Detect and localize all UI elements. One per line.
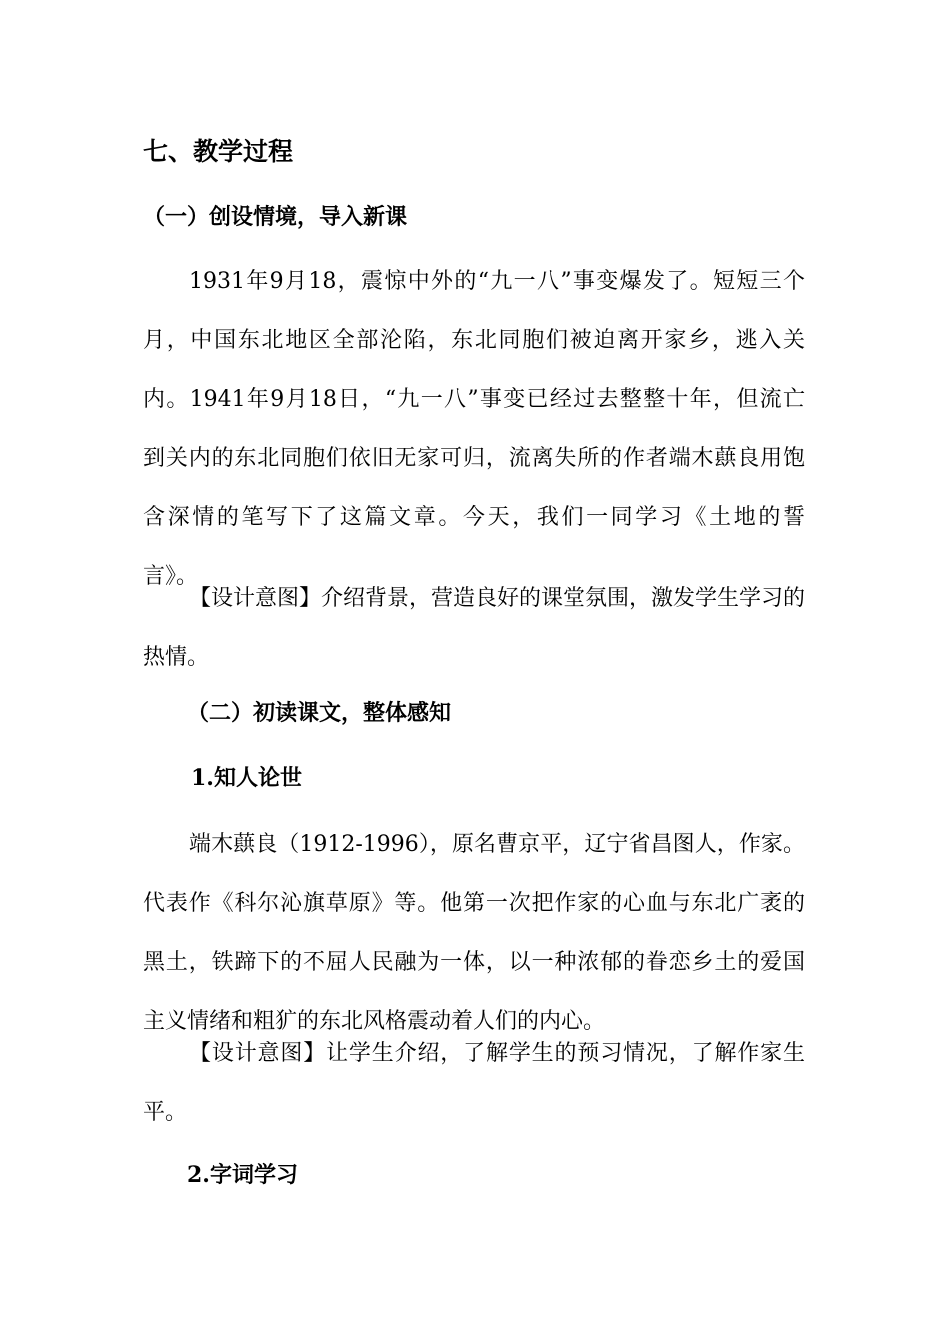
paragraph-line: 1931年9月18，震惊中外的“九一八”事变爆发了。短短三个 (189, 269, 805, 294)
paragraph-line: 月，中国东北地区全部沦陷，东北同胞们被迫离开家乡，逃入关 (143, 328, 805, 353)
paragraph-line: 主义情绪和粗犷的东北风格震动着人们的内心。 (143, 1009, 606, 1034)
paragraph-line: 到关内的东北同胞们依旧无家可归，流离失所的作者端木蕻良用饱 (143, 446, 805, 471)
paragraph-line: 平。 (143, 1100, 188, 1125)
author-bio-paragraph (143, 815, 805, 1051)
item-title-1: 1.知人论世 (191, 765, 302, 791)
subsection-title-1: （一）创设情境，导入新课 (143, 204, 408, 230)
paragraph-line: 【设计意图】让学生介绍，了解学生的预习情况，了解作家生 (189, 1041, 805, 1066)
paragraph-line: 内。1941年9月18日，“九一八”事变已经过去整整十年，但流亡 (143, 387, 805, 412)
paragraph-line: 黑土，铁蹄下的不屈人民融为一体，以一种浓郁的眷恋乡土的爱国 (143, 950, 805, 975)
paragraph-line: 含深情的笔写下了这篇文章。今天，我们一同学习《土地的誓 (143, 505, 805, 530)
item-title-2: 2.字词学习 (187, 1162, 298, 1188)
subsection-title-2: （二）初读课文，整体感知 (187, 700, 452, 726)
paragraph-line: 热情。 (143, 645, 210, 670)
paragraph-line: 端木蕻良（1912-1996），原名曹京平，辽宁省昌图人，作家。 (189, 832, 805, 857)
design-intent-paragraph-2 (143, 1024, 805, 1142)
paragraph-line: 代表作《科尔沁旗草原》等。他第一次把作家的心血与东北广袤的 (143, 891, 805, 916)
design-intent-paragraph-1 (143, 569, 805, 687)
section-title: 七、教学过程 (143, 137, 294, 166)
paragraph-line: 【设计意图】介绍背景，营造良好的课堂氛围，激发学生学习的 (189, 586, 806, 611)
intro-paragraph (143, 252, 805, 606)
paragraph-line: 言》。 (143, 564, 199, 589)
